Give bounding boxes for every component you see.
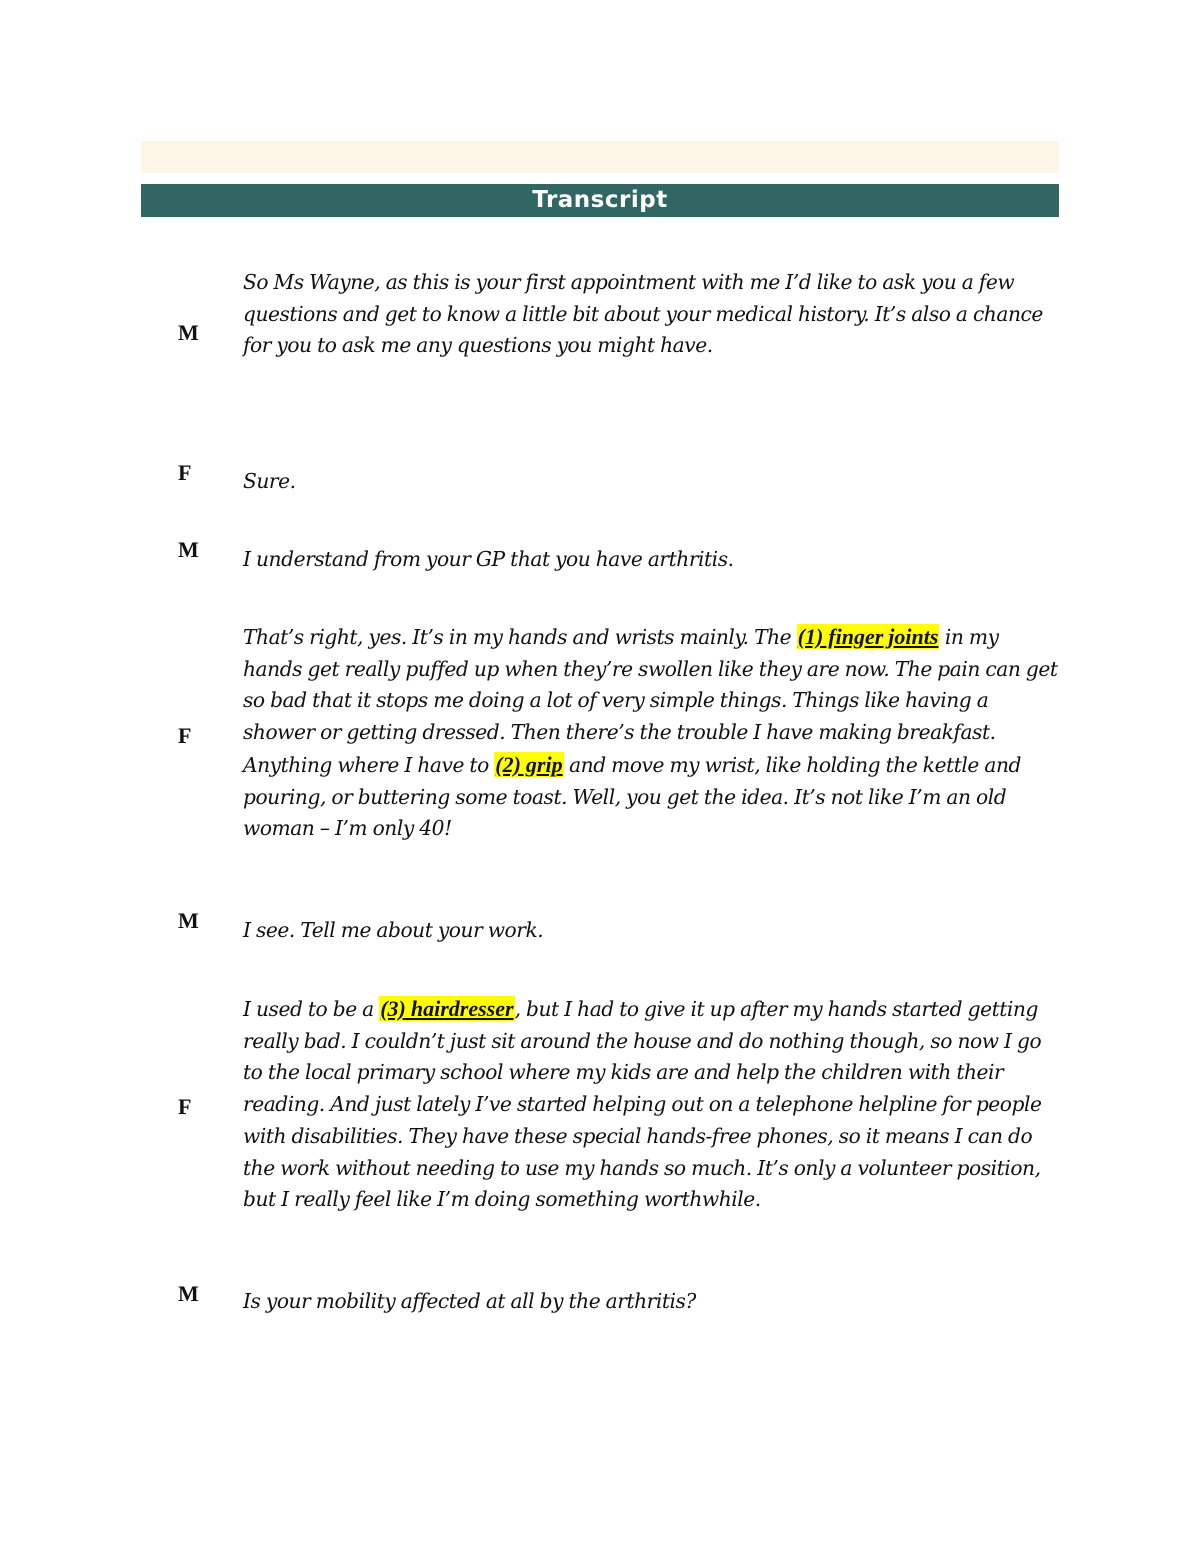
speech-line: so bad that it stops me doing a lot of very simple things. Things like having a — [243, 688, 989, 713]
speech-fragment: That’s right, yes. It’s in my hands and wrists mainly. The — [243, 625, 797, 649]
speaker-label: M — [178, 908, 199, 933]
speaker-label: F — [178, 1094, 192, 1119]
speech-text — [243, 267, 1163, 362]
speaker-label: F — [178, 460, 192, 485]
speech-text — [243, 544, 1163, 576]
answer-highlight-3: (3) hairdresser — [380, 996, 514, 1021]
speech-fragment: , but I had to give it up after my hands started getting — [514, 997, 1038, 1021]
speech-line: to the local primary school where my kids are and help the children with their — [243, 1060, 1004, 1085]
speech-line — [243, 993, 1163, 1026]
speech-line: pouring, or buttering some toast. Well, you get the idea. It’s not like I’m an old — [243, 784, 1007, 809]
speaker-label: M — [178, 537, 199, 562]
speech-line: the work without needing to use my hands so much. It’s only a volunteer position, — [243, 1155, 1041, 1180]
speech-text — [243, 915, 1163, 947]
speech-line: Sure. — [243, 469, 296, 493]
speech-line: So Ms Wayne, as this is your first appointment with me I’d like to ask you a few — [243, 270, 1015, 294]
speech-fragment: in my — [939, 625, 999, 649]
speech-line: but I really feel like I’m doing something worthwhile. — [243, 1187, 761, 1212]
speech-fragment: and move my wrist, like holding the kettle and — [563, 752, 1021, 777]
answer-highlight-2: (2) grip — [495, 751, 563, 777]
speech-text — [243, 993, 1163, 1216]
speech-line: reading. And just lately I’ve started helping out on a telephone helpline for people — [243, 1092, 1042, 1117]
speech-line: Is your mobility affected at all by the arthritis? — [243, 1289, 696, 1313]
speech-line: for you to ask me any questions you might have. — [243, 333, 713, 358]
speech-line: really bad. I couldn’t just sit around the house and do nothing though, so now I go — [243, 1028, 1042, 1053]
speech-line: woman – I’m only 40! — [243, 816, 452, 841]
speech-line: I understand from your GP that you have arthritis. — [243, 547, 734, 571]
speaker-label: M — [178, 320, 199, 345]
top-band — [141, 141, 1059, 173]
speech-line: I see. Tell me about your work. — [243, 918, 544, 942]
speech-line: with disabilities. They have these special hands-free phones, so it means I can do — [243, 1123, 1033, 1148]
speaker-label: F — [178, 723, 192, 748]
page-title: Transcript — [141, 184, 1059, 217]
speech-line — [243, 621, 1163, 654]
speaker-label: M — [178, 1281, 199, 1306]
speech-line: hands get really puffed up when they’re swollen like they are now. The pain can get — [243, 656, 1058, 681]
speech-line: shower or getting dressed. Then there’s the trouble I have making breakfast. — [243, 720, 996, 745]
speech-line — [243, 749, 1163, 782]
speech-line: questions and get to know a little bit about your medical history. It’s also a chance — [243, 301, 1043, 326]
speech-fragment: Anything where I have to — [243, 752, 495, 777]
answer-highlight-1: (1) finger joints — [797, 624, 939, 649]
speech-text — [243, 621, 1163, 845]
speech-text — [243, 466, 1163, 498]
speech-text — [243, 1286, 1163, 1318]
speech-fragment: I used to be a — [243, 997, 380, 1021]
